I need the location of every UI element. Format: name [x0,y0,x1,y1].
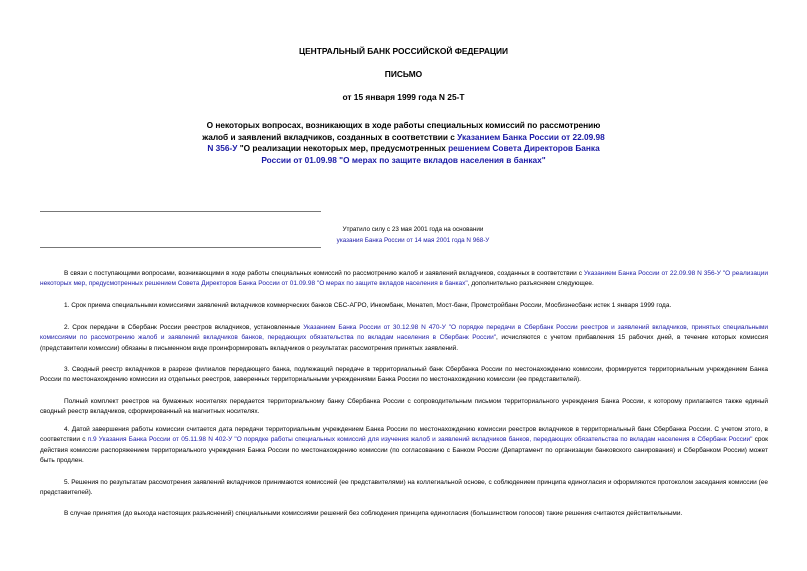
issuer-heading: ЦЕНТРАЛЬНЫЙ БАНК РОССИЙСКОЙ ФЕДЕРАЦИИ [298,46,509,56]
p4-text-1: 4. Датой завершения работы комиссии считается дата передачи территориальным учреждением Банка России по местонахождению комиссии реестров вкладчиков в территориальный банк Сбербанка России. С учетом этого, в соответствии с [40,426,768,444]
p4-text-2: срок действия комиссии распоряжением территориального учреждения Банка России по местонахождению комиссии (по согласованию с Банком России (Департамент по организации банковского санирования) и Сбербанком России) может быть продлен. [40,436,768,464]
paragraph-4 [40,425,768,466]
p2-link[interactable]: Указанием Банка России от 30.12.98 N 470-У "О порядке передачи в Сбербанк России реестров и заявлений вкладчиков, принятых специальными комиссиями по рассмотрению жалоб и заявлений вкладчиков банков, передающих обязательства по вкладам населения в Сбербанк России" [40,324,769,342]
intro-text-2: , дополнительно разъясняем следующее. [467,280,594,288]
document-date-number: от 15 января 1999 года N 25-Т [342,92,465,102]
paragraph-1: 1. Срок приема специальными комиссиями заявлений вкладчиков коммерческих банков СБС-АГРО, Инкомбанк, Менатеп, Мост-банк, Промстройбанк России, Мосбизнесбанк истек 1 января 1999 года. [64,302,672,309]
divider-top [40,211,321,212]
paragraph-3: 3. Сводный реестр вкладчиков в разрезе филиалов передающего банка, подлежащий передаче в территориальный банк Сбербанка России по местонахождению комиссии, формируется территориальным учреждением Банка России по местонахождению комиссии из отдельных реестров, заверенных территориальными учреждениями Банка России по местонахождению комиссии (ее представителей). [40,366,768,384]
paragraph-3-continued: Полный комплект реестров на бумажных носителях передается территориальному банку Сбербанка России с сопроводительным письмом территориального учреждения Банка России, к которому прилагается также единый сводный реестр вкладчиков, сформированный на магнитных носителях. [40,398,768,416]
p2-text-2: , исчисляются с учетом прибавления 15 рабочих дней, в течение которых комиссия (представители комиссии) обязаны в письменном виде проинформировать вкладчиков о результатах рассмотрения принятых заявлений. [40,334,768,352]
document-type: ПИСЬМО [384,69,423,79]
paragraph-2 [40,323,768,354]
paragraph-intro [40,269,768,290]
p2-text-1: 2. Срок передачи в Сбербанк России реестров вкладчиков, установленные [64,324,304,331]
title-link-ukazanie[interactable]: Указанием Банка России от 22.09.98 N 356-У [207,131,605,154]
paragraph-5: 5. Решения по результатам рассмотрения заявлений вкладчиков принимаются комиссией (ее представителями) на коллегиальной основе, с соблюдением принципа единогласия и оформляются протоколом заседания комиссии (ее представителей). [40,479,768,497]
lost-force-text: Утратило силу с 23 мая 2001 года на основании [342,226,484,233]
intro-text-1: В связи с поступающими вопросами, возникающими в ходе работы специальных комиссий по рассмотрению жалоб и заявлений вкладчиков, созданных в соответствии с [64,270,584,277]
paragraph-final: В случае принятия (до выхода настоящих разъяснений) специальными комиссиями решений без соблюдения принципа единогласия (большинством голосов) такие решения считаются действительными. [64,510,683,517]
document-title [200,120,607,166]
lost-force-link[interactable]: указания Банка России от 14 мая 2001 года N 968-У [336,237,490,244]
lost-force-note [318,224,508,246]
intro-link[interactable]: Указанием Банка России от 22.09.98 N 356-У "О реализации некоторых мер, предусмотренных решением Совета Директоров Банка России от 01.09.98 "О мерах по защите вкладов населения в банках" [40,270,768,288]
title-text-2: "О реализации некоторых мер, предусмотренных [237,143,449,154]
title-text-1: О некоторых вопросах, возникающих в ходе работы специальных комиссий по рассмотрению жалоб и заявлений вкладчиков, созданных в соответствии с [202,120,601,142]
title-link-reshenie[interactable]: решением Совета Директоров Банка России от 01.09.98 "О мерах по защите вкладов населения в банках" [261,143,600,165]
p4-link[interactable]: п.9 Указания Банка России от 05.11.98 N 402-У "О порядке работы специальных комиссий для изучения жалоб и заявлений вкладчиков банков, передающих обязательства по вкладам населения в Сбербанк России" [87,436,753,444]
divider-bottom [40,247,321,248]
